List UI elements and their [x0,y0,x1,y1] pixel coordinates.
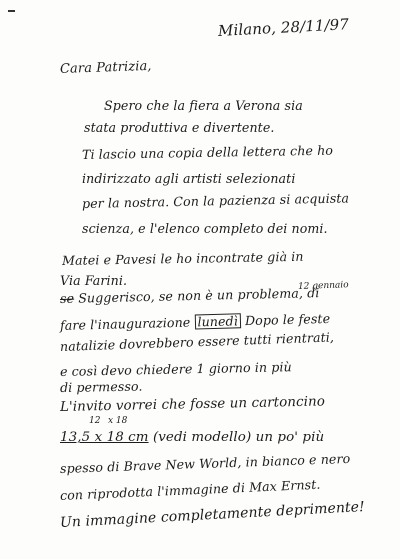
letter-line: indirizzato agli artisti selezionati [82,171,296,186]
letter-line: per la nostra. Con la pazienza si acquista [81,190,350,211]
letter-line: L'invito vorrei che fosse un cartoncino [59,394,326,415]
letter-line: Ti lascio una copia della lettera che ho [81,142,334,162]
letter-line: di permesso. [59,378,143,395]
margin-annotation-date: 12 gennaio [297,280,349,292]
size-text: 13,5 x 18 cm [60,430,149,445]
letter-line: stata produttiva e divertente. [84,120,275,135]
boxed-word: lunedì [194,313,241,329]
letter-line-text: Dopo le feste [244,310,331,329]
letter-line-text: fare l'inaugurazione [59,314,191,333]
letter-line: Matei e Pavesi le ho incontrate già in [61,248,304,268]
letter-line-text: Un immagine completamente deprimente! [59,499,366,531]
letter-line: natalizie dovrebbero essere tutti rientrati, [59,329,335,354]
letter-line: scienza, e l'elenco completo dei nomi. [82,221,328,236]
letter-line [60,430,324,445]
letter-line-closing [60,499,366,531]
letter-line: Spero che la fiera a Verona sia [104,98,303,113]
letter-date: Milano, 28/11/97 [217,15,350,40]
struck-word: se [59,290,75,306]
margin-annotation-height: x 18 [108,416,128,426]
letter-line: Via Farini. [60,273,128,288]
letter-line-text: Suggerisco, se non è un problema, di [78,285,320,306]
letter-line: con riprodotta l'immagine di Max Ernst. [59,476,321,503]
letter-line: spesso di Brave New World, in bianco e nero [59,450,351,476]
corner-mark [8,10,15,12]
margin-annotation-width: 12 [89,416,101,426]
letter-line: e così devo chiedere 1 giorno in più [59,359,292,379]
letter-line [60,311,331,333]
letter-salutation: Cara Patrizia, [59,58,152,77]
letter-line-text: (vedi modello) un po' più [152,430,325,445]
letter-line [60,285,320,306]
